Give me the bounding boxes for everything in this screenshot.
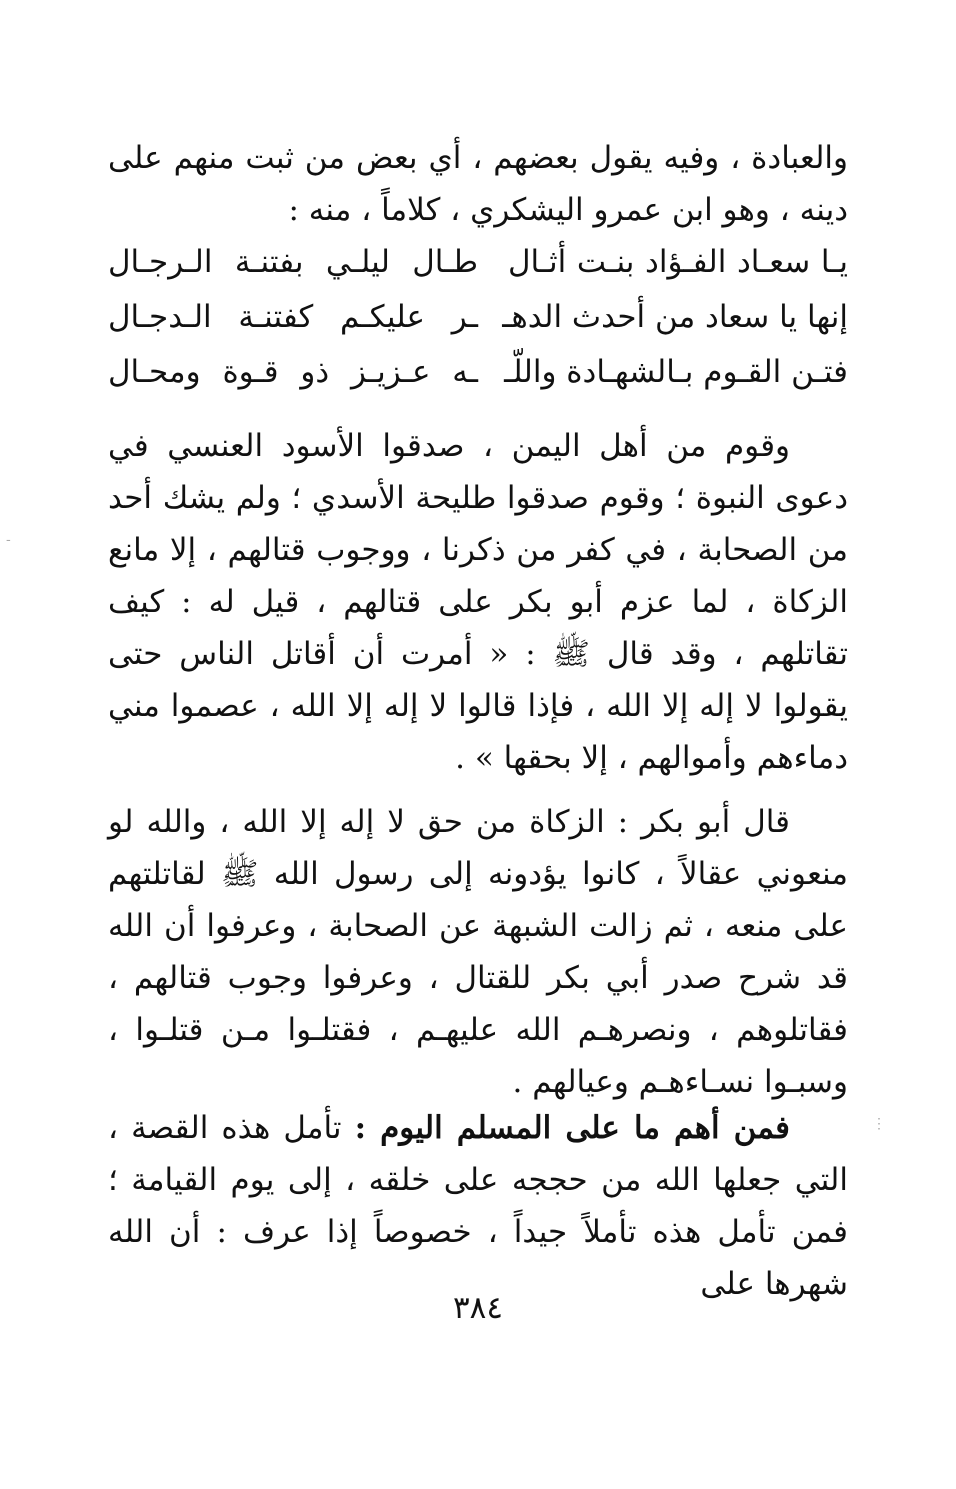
poem-verse [108, 354, 848, 409]
poem-verse [108, 244, 848, 299]
verse-second-hemistich: ـه عـزيـز ذو قـوة ومحـال [108, 354, 478, 390]
page-number: ٣٨٤ [453, 1290, 503, 1326]
paragraph-apostasy [108, 420, 848, 784]
paragraph-text: وقوم من أهل اليمن ، صدقوا الأسود العنسي في دعوى النبوة ؛ وقوم صدقوا طليحة الأسدي ؛ ولم يشك أحد من الصحابة ، في كفر من ذكرنا ، ووجوب قتالهم ، إلا مانع الزكاة ، لما عزم أبو بكر على قتالهم ، قيل له : كيف تقاتلهم ، وقد قال ﷺ : « أمرت أن أقاتل الناس حتى يقولوا لا إله إلا الله ، فإذا قالوا لا إله إلا الله ، عصموا مني دماءهم وأموالهم ، إلا بحقها » . [108, 428, 848, 776]
scan-speck: ‐ [6, 532, 11, 548]
intro-paragraph [108, 132, 848, 236]
verse-first-hemistich: فتـن القـوم بـالشهـادة واللّـ [504, 354, 848, 390]
paragraph-text: قال أبو بكر : الزكاة من حق لا إله إلا الله ، والله لو منعوني عقالاً ، كانوا يؤدونه إلى رسول الله ﷺ لقاتلتهم على منعه ، ثم زالت الشبهة عن الصحابة ، وعرفوا أن الله قد شرح صدر أبي بكر للقتال ، وعرفوا وجوب قتالهم ، فقاتلوهم ، ونصرهـم الله عليهـم ، فقتلـوا مـن قتلـوا ، وسبـوا نسـاءهـم وعيالهم . [108, 804, 848, 1100]
poem [108, 244, 848, 409]
intro-text: والعبادة ، وفيه يقول بعضهم ، أي بعض من ثبت منهم على دينه ، وهو ابن عمرو اليشكري ، كلاماً ، منه : [108, 140, 848, 228]
scan-speck: ⋮ [872, 1116, 886, 1132]
poem-verse [108, 299, 848, 354]
verse-first-hemistich: يـا سعـاد الفـؤاد بنـت أثـال [508, 244, 848, 280]
paragraph-bold-lead: فمن أهم ما على المسلم اليوم : [354, 1110, 790, 1146]
paragraph-text: تأمل هذه القصة ، التي جعلها الله من حججه على خلقه ، إلى يوم القيامة ؛ فمن تأمل هذه تأملاً جيداً ، خصوصاً إذا عرف : أن الله شهرها على [108, 1110, 848, 1302]
verse-second-hemistich: طـال ليلـي بفتنـة الـرجـال [108, 244, 478, 280]
paragraph-abu-bakr [108, 796, 848, 1108]
verse-first-hemistich: إنها يا سعاد من أحدث الدهـ [502, 299, 848, 335]
verse-second-hemistich: ـر عليكـم كفتنـة الـدجـال [108, 299, 478, 335]
paragraph-lesson [108, 1102, 848, 1310]
